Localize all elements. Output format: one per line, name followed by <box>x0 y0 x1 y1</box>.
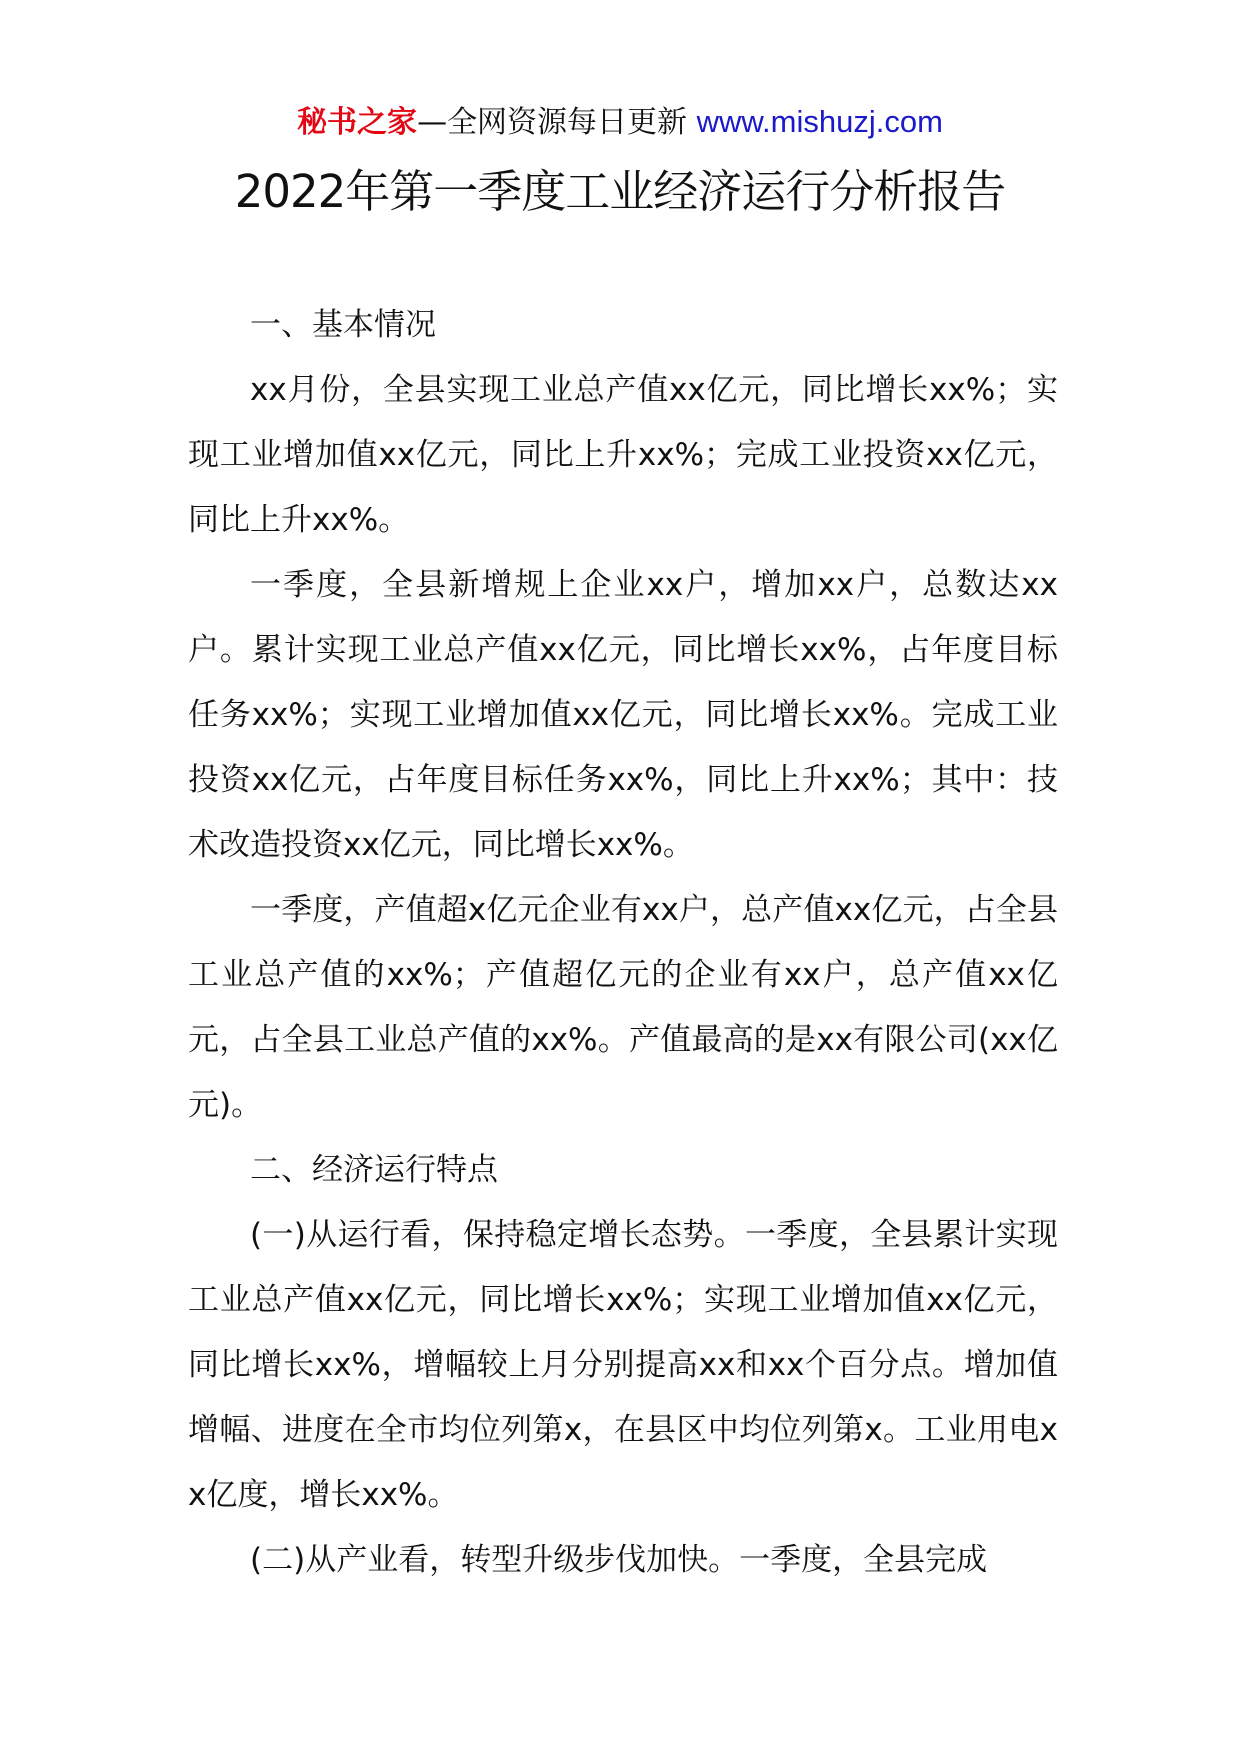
paragraph: 一季度，产值超x亿元企业有xx户，总产值xx亿元，占全县工业总产值的xx%；产值超亿元的企业有xx户，总产值xx亿元，占全县工业总产值的xx%。产值最高的是xx有限公司(xx亿元)。 <box>188 892 1058 1123</box>
paragraph: xx月份，全县实现工业总产值xx亿元，同比增长xx%；实现工业增加值xx亿元，同比上升xx%；完成工业投资xx亿元，同比上升xx%。 <box>188 372 1058 538</box>
section-heading-features: 二、经济运行特点 <box>250 1152 498 1188</box>
brand-name: 秘书之家 <box>297 105 418 140</box>
paragraph: 一季度，全县新增规上企业xx户，增加xx户，总数达xx户。累计实现工业总产值xx亿元，同比增长xx%，占年度目标任务xx%；实现工业增加值xx亿元，同比增长xx%。完成工业投资xx亿元，占年度目标任务xx%，同比上升xx%；其中：技术改造投资xx亿元，同比增长xx%。 <box>188 567 1058 863</box>
site-url-link[interactable]: www.mishuzj.com <box>696 104 943 139</box>
document-title: 2022年第一季度工业经济运行分析报告 <box>234 165 1006 218</box>
banner-slogan: —全网资源每日更新 <box>417 105 688 140</box>
site-banner <box>0 100 1240 145</box>
paragraph: (一)从运行看，保持稳定增长态势。一季度，全县累计实现工业总产值xx亿元，同比增长xx%；实现工业增加值xx亿元，同比增长xx%，增幅较上月分别提高xx和xx个百分点。增加值增幅、进度在全市均位列第x，在县区中均位列第x。工业用电xx亿度，增长xx%。 <box>188 1217 1058 1513</box>
document-body <box>188 293 1058 1593</box>
section-heading-basic: 一、基本情况 <box>250 307 436 343</box>
paragraph: (二)从产业看，转型升级步伐加快。一季度，全县完成 <box>250 1542 988 1578</box>
